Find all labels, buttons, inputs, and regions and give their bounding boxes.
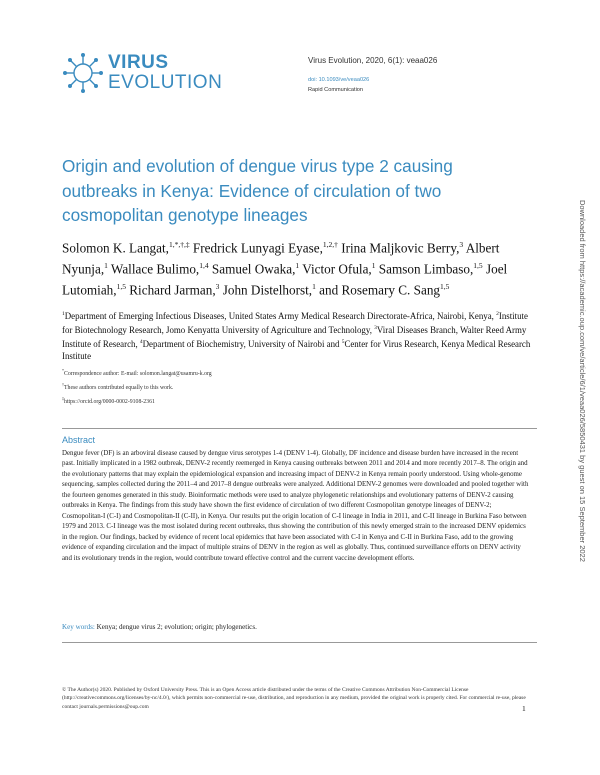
page-number: 1	[522, 704, 526, 713]
author-name: Irina Maljkovic Berry,	[337, 240, 460, 256]
author-affiliation-marker: 1,2,†	[322, 240, 338, 249]
author-name: Joel Lutomiah,	[62, 261, 508, 298]
keywords-text: Kenya; dengue virus 2; evolution; origin; phylogenetics.	[94, 623, 257, 631]
orcid-note: ‡https://orcid.org/0000-0002-9108-2361	[62, 396, 155, 405]
abstract-heading: Abstract	[62, 435, 96, 445]
author-affiliation-marker: 1,5	[440, 281, 450, 291]
author-affiliation-marker: 1	[371, 260, 376, 270]
affiliation-text: Department of Biochemistry, University of Nairobi and	[142, 339, 342, 350]
equal-contribution-text: These authors contributed equally to this work.	[64, 384, 174, 391]
logo-line-2: EVOLUTION	[108, 72, 223, 93]
author-affiliation-marker: 1	[104, 260, 108, 270]
author-affiliation-marker: 3	[215, 281, 220, 291]
author-name: Solomon K. Langat,	[62, 240, 169, 256]
author-name: Albert Nyunja,	[62, 240, 500, 277]
author-affiliation-marker: 1,5	[116, 281, 126, 291]
abstract-body: Dengue fever (DF) is an arboviral disease caused by dengue virus serotypes 1-4 (DENV 1-4). Globally, DF incidence and disease burden have increased in the recent past. Initially implicated in a 1982 outbreak, DENV-2 recently reemerged in Kenya causing outbreaks between 2011 and 2014 and more recently 2017–8. The origin and the evolutionary patterns that may explain the epidemiological expansion and increasing impact of DENV-2 in Kenya remain poorly understood. Using whole-genome sequencing, samples collected during the 2011–4 and 2017–8 dengue outbreaks were analyzed. Additional DENV-2 genomes were downloaded and pooled together with the fourteen genomes generated in this study. Bioinformatic methods were used to analyze phylogenetic relationships and evolutionary patterns of DENV-2 causing outbreaks in Kenya. The findings from this study have shown the first evidence of circulation of two different Cosmopolitan genotype lineages of DENV-2; Cosmopolitan-I (C-I) and Cosmopolitan-II (C-II), in Kenya. Our results put the origin location of C-I lineage in India in 2011, and C-II lineage in Burkina Faso between 1979 and 2013. C-I lineage was the most isolated during recent outbreaks, thus showing the contribution of this newly emerged strain to the increased DENV epidemics in the region. Our findings, backed by evidence of recent local epidemics that have been associated with C-I in Kenya and C-II in Burkina Faso, add to the growing evidence of expanding circulation and the impact of multiple strains of DENV in the region as well as globally. Thus, continued surveillance efforts on DENV activity and its evolutionary trends in the region, would contribute toward effective control and the current vaccine development efforts.	[62, 450, 529, 562]
author-name: Fredrick Lunyagi Eyase,	[189, 240, 323, 256]
affiliation-marker: 2	[496, 311, 499, 317]
equal-contribution-note: †These authors contributed equally to this work.	[62, 382, 174, 391]
article-title: Origin and evolution of dengue virus type 2 causing outbreaks in Kenya: Evidence of circulation of two cosmopolitan genotype lineages	[62, 156, 453, 225]
author-name: Samuel Owaka,	[208, 261, 296, 277]
author-affiliation-marker: 1	[312, 281, 316, 291]
journal-logo	[62, 50, 223, 100]
affiliation-marker: 1	[62, 311, 65, 317]
author-name: and Rosemary C. Sang	[315, 282, 441, 298]
divider-top	[62, 428, 537, 429]
orcid-link[interactable]: https://orcid.org/0000-0002-9108-2361	[64, 398, 155, 405]
correspondence-note: *Correspondence author: E-mail: solomon.langat@usamru-k.org	[62, 368, 212, 377]
affiliation-marker: 3	[374, 325, 377, 332]
author-affiliation-marker: 1,4	[199, 260, 209, 270]
author-affiliation-marker: 1,5	[473, 260, 483, 270]
logo-wordmark	[108, 53, 222, 92]
author-name: Samson Limbaso,	[375, 261, 474, 277]
author-affiliation-marker: 1,*,†,‡	[168, 240, 190, 249]
logo-line-1: VIRUS	[108, 52, 169, 73]
download-stamp: Downloaded from https://academic.oup.com/ve/article/6/1/veaa026/5850431 by guest on 15 September 2022	[578, 200, 587, 562]
journal-citation: Virus Evolution, 2020, 6(1): veaa026	[308, 56, 438, 65]
author-affiliation-marker: 3	[459, 240, 464, 249]
affiliation-list	[62, 308, 532, 362]
affiliation-text: Institute for Biotechnology Research, Jomo Kenyatta University of Agriculture and Technology,	[62, 310, 528, 336]
keywords	[62, 623, 257, 631]
affiliation-marker: 4	[139, 339, 143, 346]
keywords-label: Key words:	[62, 623, 95, 631]
author-name: Wallace Bulimo,	[107, 261, 200, 277]
virus-logo-icon	[62, 52, 104, 94]
affiliation-text: Viral Diseases Branch, Walter Reed Army Institute of Research,	[62, 325, 527, 350]
author-name: Richard Jarman,	[125, 282, 216, 298]
article-type: Rapid Communication	[308, 87, 364, 93]
affiliation-marker: 5	[341, 339, 345, 346]
author-name: John Distelhorst,	[219, 282, 313, 298]
correspondence-text: Correspondence author: E-mail: solomon.langat@usamru-k.org	[64, 370, 212, 377]
author-affiliation-marker: 1	[295, 260, 300, 270]
author-list	[62, 236, 542, 299]
author-name: Victor Ofula,	[299, 261, 372, 277]
affiliation-text: Department of Emerging Infectious Diseases, United States Army Medical Research Directorate-Africa, Nairobi, Kenya,	[64, 310, 497, 321]
copyright-notice: © The Author(s) 2020. Published by Oxford University Press. This is an Open Access article distributed under the terms of the Creative Commons Attribution Non-Commercial License (http://creativecommons.org/licenses/by-nc/4.0/), which permits non-commercial re-use, distribution, and reproduction in any medium, provided the original work is properly cited. For commercial re-use, please contact journals.permissions@oup.com	[62, 687, 526, 710]
doi-link[interactable]: doi: 10.1093/ve/veaa026	[308, 77, 370, 83]
divider-bottom	[62, 642, 537, 643]
affiliation-text: Center for Virus Research, Kenya Medical Research Institute	[62, 339, 531, 362]
